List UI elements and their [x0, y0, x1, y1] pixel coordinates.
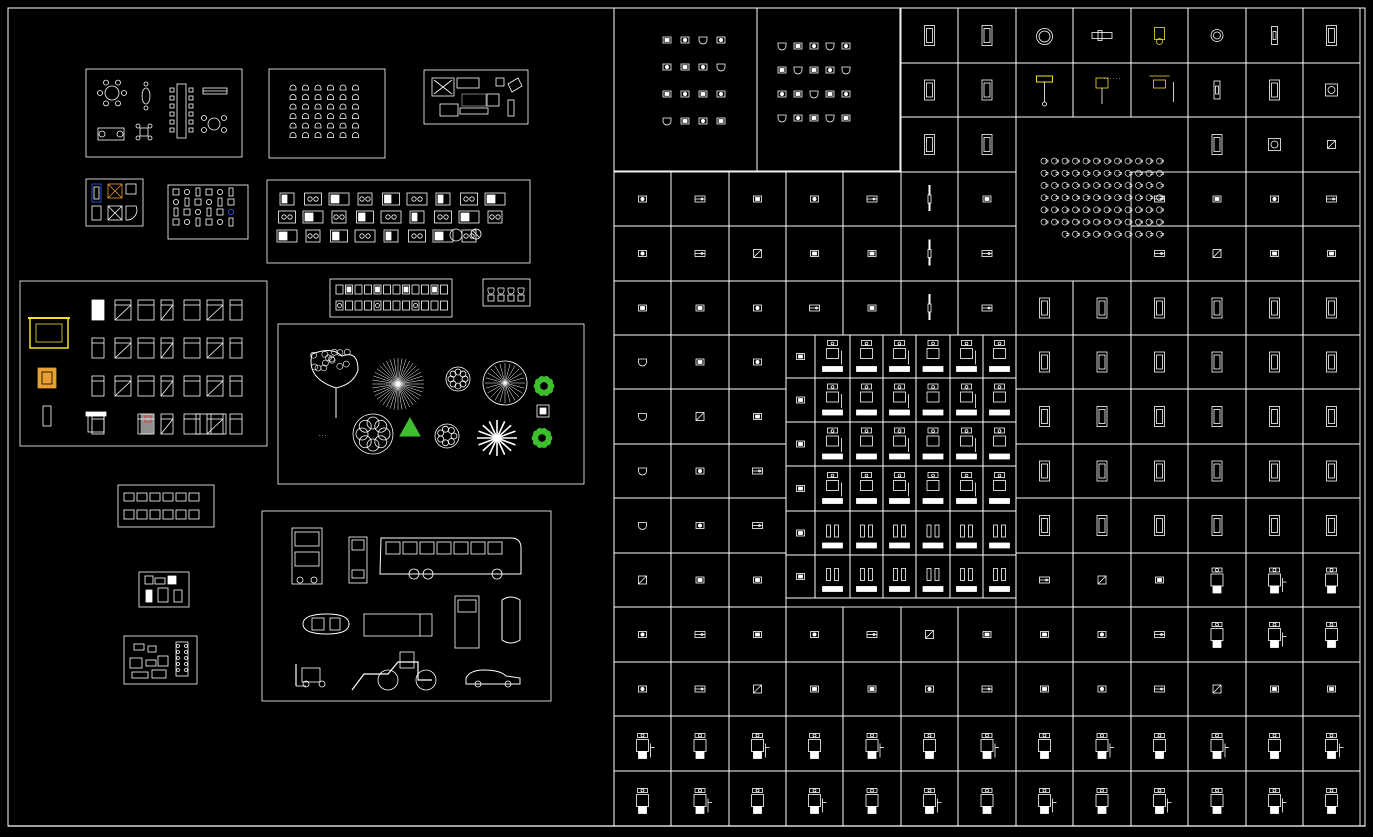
tree-caption: ... — [318, 432, 328, 438]
lamp-note: ...... — [1103, 75, 1122, 81]
